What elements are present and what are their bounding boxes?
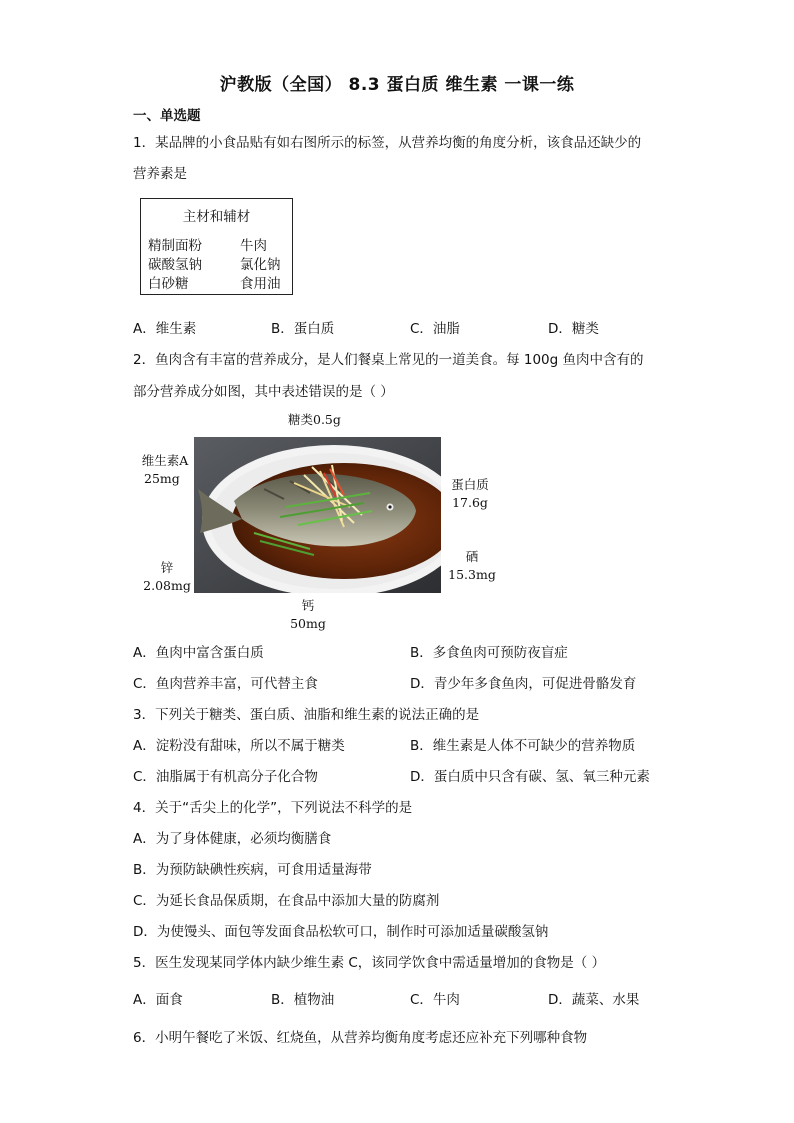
q5-stem: 5．医生发现某同学体内缺少维生素 C，该同学饮食中需适量增加的食物是（ ） <box>133 955 606 971</box>
q3-option-a: A．淀粉没有甜味，所以不属于糖类 <box>133 738 345 754</box>
section-heading: 一、单选题 <box>133 108 201 124</box>
fig-selenium-label <box>444 548 500 584</box>
q1-option-c: C．油脂 <box>410 321 460 337</box>
fig-zinc-value: 2.08mg <box>143 578 191 593</box>
food-label-item: 精制面粉 <box>148 238 202 254</box>
fig-vitamin-a-name: 维生素A <box>141 453 189 468</box>
fig-vitamin-a-value: 25mg <box>144 471 180 486</box>
q3-stem: 3．下列关于糖类、蛋白质、油脂和维生素的说法正确的是 <box>133 707 480 723</box>
fig-zinc-label <box>140 559 194 595</box>
q2-stem-line2: 部分营养成分如图，其中表述错误的是（ ） <box>133 384 394 400</box>
q1-option-a: A．维生素 <box>133 321 197 337</box>
q4-option-b: B．为预防缺碘性疾病，可食用适量海带 <box>133 862 372 878</box>
food-label-item: 氯化钠 <box>240 257 281 273</box>
q1-option-b: B．蛋白质 <box>271 321 335 337</box>
q4-option-a: A．为了身体健康，必须均衡膳食 <box>133 831 332 847</box>
q2-option-a: A．鱼肉中富含蛋白质 <box>133 645 264 661</box>
food-label-item: 牛肉 <box>240 238 267 254</box>
fig-calcium-label <box>287 597 329 633</box>
q2-option-c: C．鱼肉营养丰富，可代替主食 <box>133 676 318 692</box>
fig-selenium-value: 15.3mg <box>448 567 496 582</box>
q3-option-b: B．维生素是人体不可缺少的营养物质 <box>410 738 636 754</box>
fig-vitamin-a-label <box>136 452 194 488</box>
q1-stem-line1: 1．某品牌的小食品贴有如右图所示的标签，从营养均衡的角度分析，该食品还缺少的 <box>133 135 642 151</box>
fig-selenium-name: 硒 <box>465 549 479 564</box>
q3-option-c: C．油脂属于有机高分子化合物 <box>133 769 318 785</box>
q5-option-a: A．面食 <box>133 992 183 1008</box>
fig-protein-value: 17.6g <box>452 495 488 510</box>
food-label-header: 主材和辅材 <box>182 209 251 225</box>
food-label-item: 碳酸氢钠 <box>148 257 202 273</box>
fig-zinc-name: 锌 <box>160 560 174 575</box>
fig-protein-name: 蛋白质 <box>451 477 489 492</box>
q4-option-c: C．为延长食品保质期，在食品中添加大量的防腐剂 <box>133 893 440 909</box>
page-title: 沪教版（全国） 8.3 蛋白质 维生素 一课一练 <box>219 75 575 95</box>
q5-option-d: D．蔬菜、水果 <box>548 992 640 1008</box>
q5-option-c: C．牛肉 <box>410 992 460 1008</box>
q4-stem: 4．关于“舌尖上的化学”，下列说法不科学的是 <box>133 800 413 816</box>
food-label-item: 食用油 <box>240 276 281 292</box>
fig-calcium-name: 钙 <box>301 598 315 613</box>
q2-stem-line1: 2．鱼肉含有丰富的营养成分，是人们餐桌上常见的一道美食。每 100g 鱼肉中含有的 <box>133 352 644 368</box>
food-label-item: 白砂糖 <box>148 276 189 292</box>
q2-option-b: B．多食鱼肉可预防夜盲症 <box>410 645 568 661</box>
q1-stem-line2: 营养素是 <box>133 166 187 182</box>
steamed-fish-illustration <box>194 437 441 593</box>
q3-option-d: D．蛋白质中只含有碳、氢、氧三种元素 <box>410 769 650 785</box>
q6-stem: 6．小明午餐吃了米饭、红烧鱼，从营养均衡角度考虑还应补充下列哪种食物 <box>133 1030 588 1046</box>
q2-option-d: D．青少年多食鱼肉，可促进骨骼发育 <box>410 676 637 692</box>
fig-protein-label <box>444 476 496 512</box>
food-label-box <box>140 198 293 295</box>
q5-option-b: B．植物油 <box>271 992 335 1008</box>
q1-option-d: D．糖类 <box>548 321 599 337</box>
q4-option-d: D．为使馒头、面包等发面食品松软可口，制作时可添加适量碳酸氢钠 <box>133 924 549 940</box>
fig-sugar-label: 糖类0.5g <box>288 412 341 427</box>
steamed-fish-photo <box>194 437 441 593</box>
fig-calcium-value: 50mg <box>290 616 326 631</box>
